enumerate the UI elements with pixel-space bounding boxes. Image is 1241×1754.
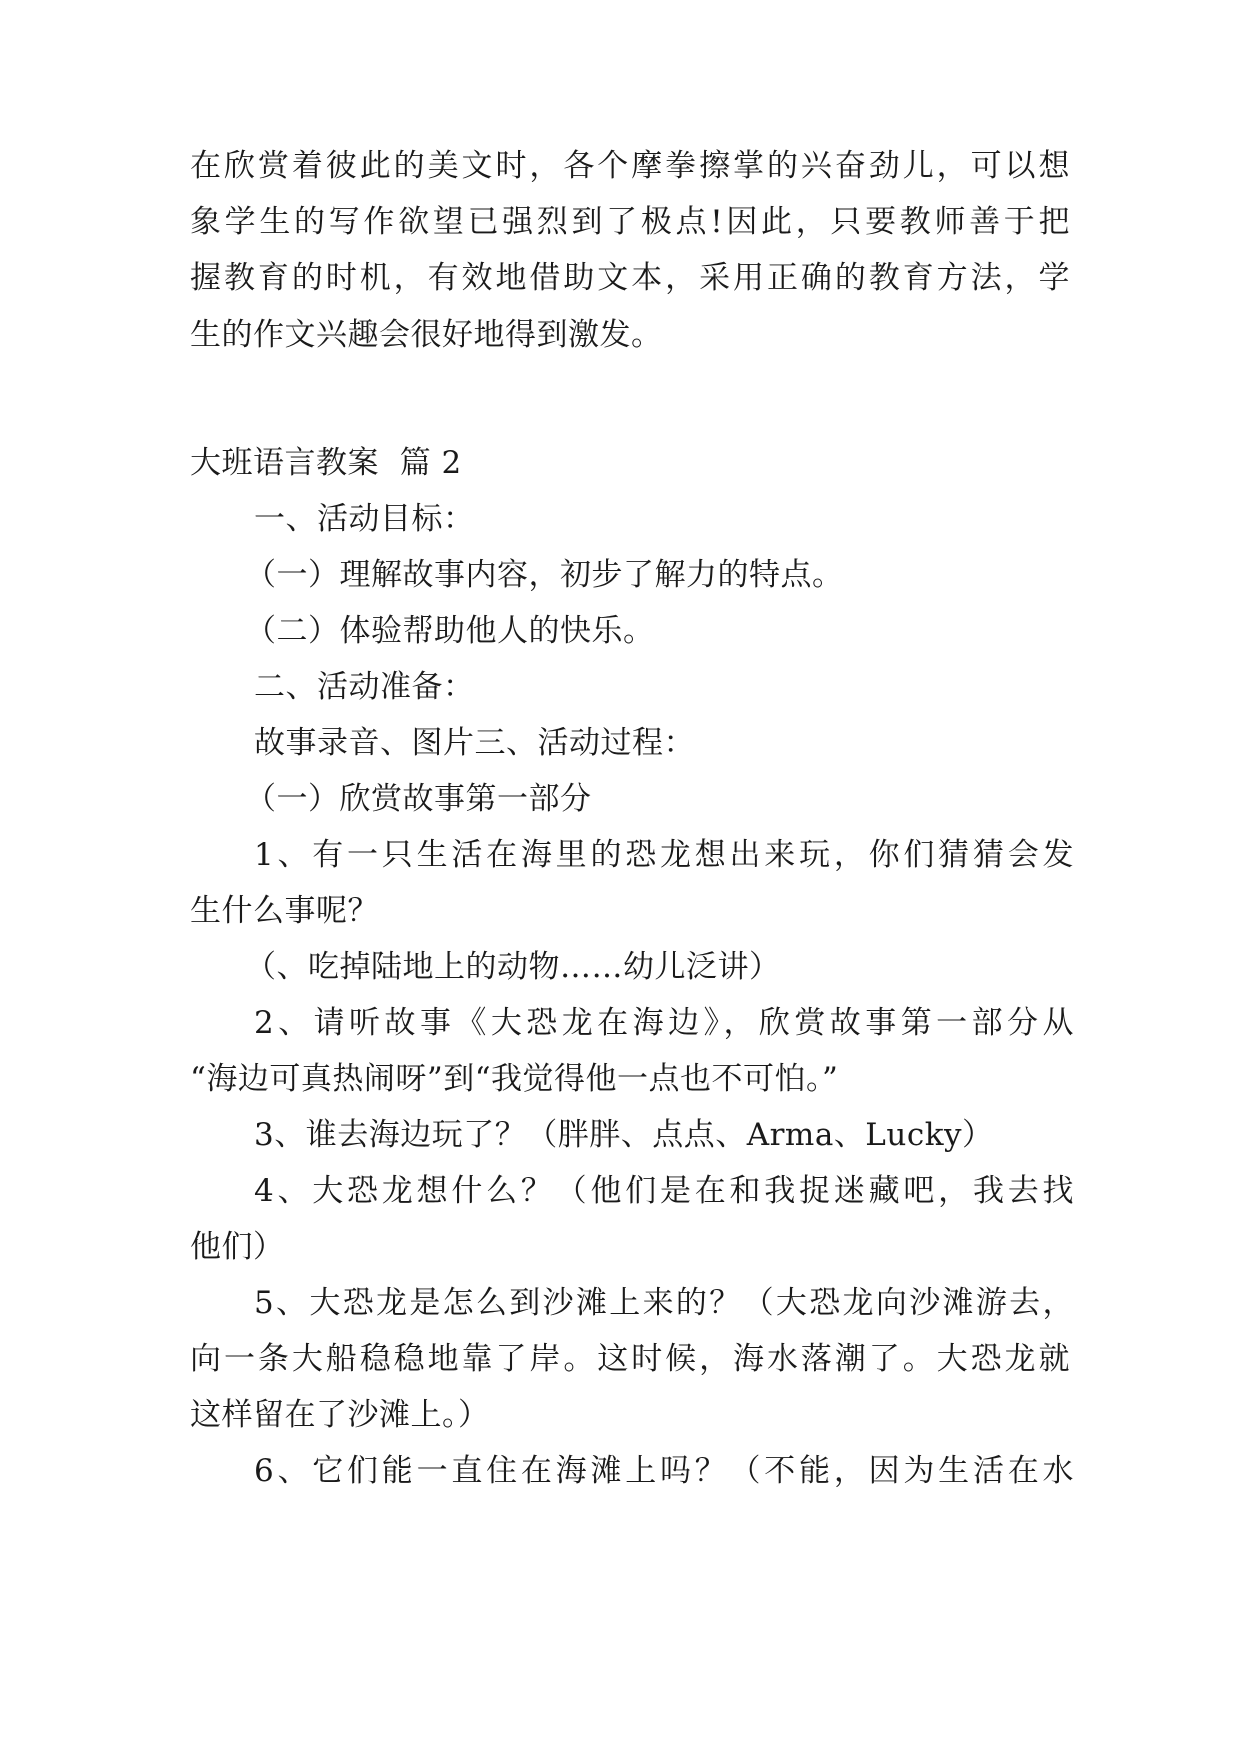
paragraph-line: 4、大恐龙想什么？（他们是在和我捉迷藏吧，我去找 [254, 1173, 1074, 1209]
outline-heading: 二、活动准备： [254, 669, 475, 705]
paragraph-line: 握教育的时机，有效地借助文本，采用正确的教育方法，学 [190, 260, 1070, 296]
paragraph-line: 向一条大船稳稳地靠了岸。这时候，海水落潮了。大恐龙就 [190, 1341, 1070, 1377]
paragraph-line: 他们） [190, 1229, 285, 1265]
paragraph-line: 生的作文兴趣会很好地得到激发。 [190, 317, 663, 353]
outline-item: （二）体验帮助他人的快乐。 [245, 613, 655, 649]
paragraph-line: 3、谁去海边玩了？（胖胖、点点、Arma、Lucky） [254, 1117, 994, 1153]
paragraph-line: 这样留在了沙滩上。） [190, 1397, 490, 1433]
section-heading: 大班语言教案 篇 2 [190, 445, 462, 481]
paragraph-line: 生什么事呢？ [190, 893, 379, 929]
paragraph-line: 故事录音、图片三、活动过程： [254, 725, 695, 761]
paragraph-line: “海边可真热闹呀”到“我觉得他一点也不可怕。” [190, 1061, 839, 1097]
paragraph-line: 6、它们能一直住在海滩上吗？（不能，因为生活在水 [254, 1453, 1074, 1489]
paragraph-line: 在欣赏着彼此的美文时，各个摩拳擦掌的兴奋劲儿，可以想 [190, 148, 1070, 184]
paragraph-line: （、吃掉陆地上的动物……幼儿泛讲） [245, 949, 781, 985]
paragraph-line: 象学生的写作欲望已强烈到了极点!因此，只要教师善于把 [190, 204, 1070, 240]
outline-heading: 一、活动目标： [254, 501, 475, 537]
outline-item: （一）欣赏故事第一部分 [245, 781, 592, 817]
paragraph-line: 2、请听故事《大恐龙在海边》，欣赏故事第一部分从 [254, 1005, 1074, 1041]
paragraph-line: 1、有一只生活在海里的恐龙想出来玩，你们猜猜会发 [254, 837, 1074, 873]
paragraph-line: 5、大恐龙是怎么到沙滩上来的？（大恐龙向沙滩游去， [254, 1285, 1074, 1321]
outline-item: （一）理解故事内容，初步了解力的特点。 [245, 557, 844, 593]
